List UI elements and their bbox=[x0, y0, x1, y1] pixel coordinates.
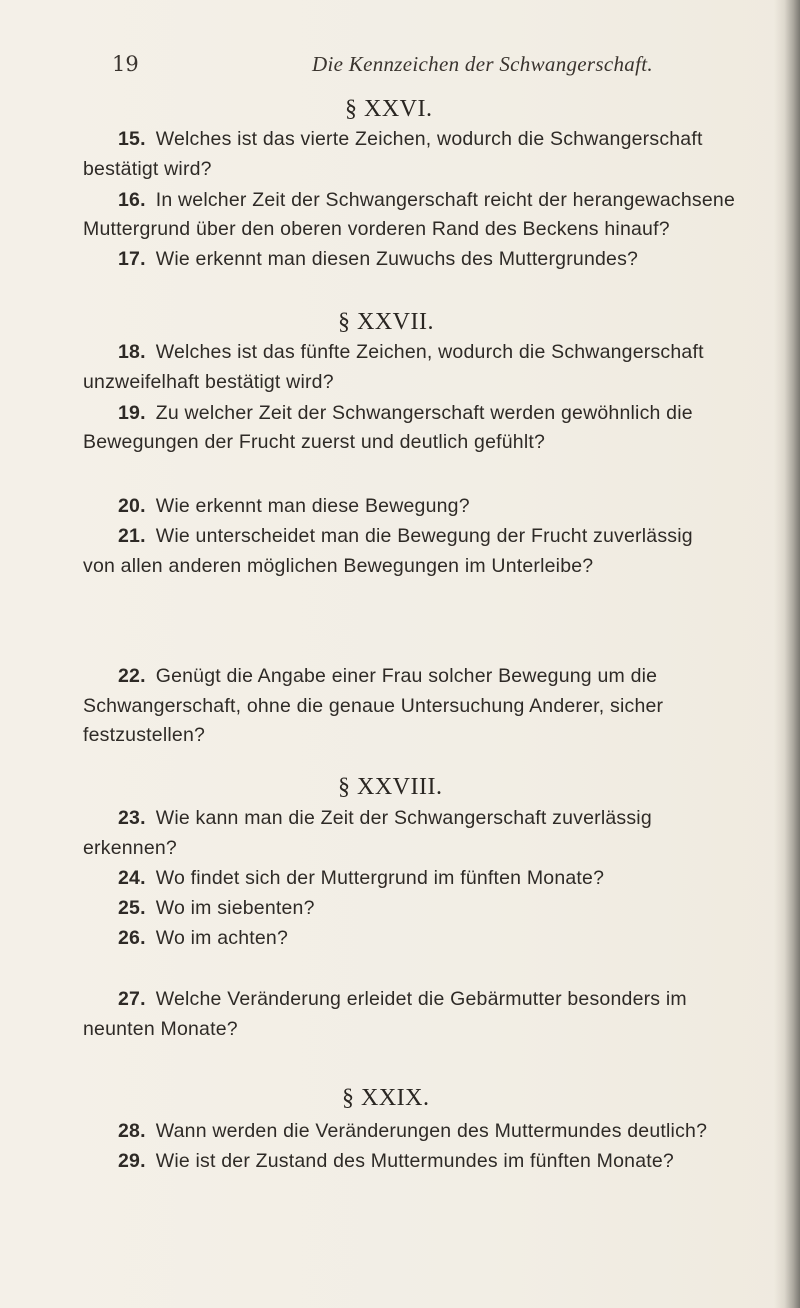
question-number: 24. bbox=[118, 867, 146, 889]
section-heading: § XXVI. bbox=[345, 96, 433, 122]
question-number: 26. bbox=[118, 927, 146, 949]
question-text: Wo im achten? bbox=[155, 927, 289, 949]
question-line bbox=[118, 897, 778, 920]
question-continuation: von allen anderen möglichen Bewegungen im Unterleibe? bbox=[83, 555, 594, 577]
page-number: 19 bbox=[112, 52, 139, 76]
question-line bbox=[118, 1120, 778, 1143]
question-continuation: erkennen? bbox=[83, 837, 177, 859]
question-number: 20. bbox=[118, 495, 146, 517]
question-line bbox=[118, 807, 778, 830]
question-number: 28. bbox=[118, 1120, 146, 1142]
question-line bbox=[118, 988, 778, 1011]
question-line bbox=[118, 1150, 778, 1173]
question-text: Wie ist der Zustand des Muttermundes im fünften Monate? bbox=[155, 1150, 674, 1172]
question-line bbox=[118, 525, 778, 548]
question-continuation: neunten Monate? bbox=[83, 1018, 238, 1040]
question-text: Wie erkennt man diesen Zuwuchs des Muttergrundes? bbox=[155, 248, 639, 270]
question-number: 19. bbox=[118, 402, 146, 424]
section-heading: § XXVIII. bbox=[338, 774, 443, 800]
question-text: Welches ist das vierte Zeichen, wodurch die Schwangerschaft bbox=[155, 128, 703, 150]
question-continuation: bestätigt wird? bbox=[83, 158, 212, 180]
question-text: Welches ist das fünfte Zeichen, wodurch die Schwangerschaft bbox=[155, 341, 704, 363]
page-edge-shadow bbox=[774, 0, 800, 1308]
question-line bbox=[118, 341, 778, 364]
question-text: Wann werden die Veränderungen des Muttermundes deutlich? bbox=[155, 1120, 708, 1142]
question-number: 16. bbox=[118, 189, 146, 211]
question-text: Wie kann man die Zeit der Schwangerschaft zuverlässig bbox=[155, 807, 652, 829]
question-number: 15. bbox=[118, 128, 146, 150]
question-number: 21. bbox=[118, 525, 146, 547]
question-line bbox=[118, 665, 778, 688]
page-header bbox=[112, 52, 772, 82]
running-title: Die Kennzeichen der Schwangerschaft. bbox=[312, 52, 653, 76]
question-text: Welche Veränderung erleidet die Gebärmutter besonders im bbox=[155, 988, 687, 1010]
question-continuation: Muttergrund über den oberen vorderen Rand des Beckens hinauf? bbox=[83, 218, 670, 240]
question-number: 18. bbox=[118, 341, 146, 363]
question-line bbox=[118, 248, 778, 271]
section-heading: § XXIX. bbox=[342, 1085, 430, 1111]
question-text: Wo findet sich der Muttergrund im fünften Monate? bbox=[155, 867, 605, 889]
section-heading: § XXVII. bbox=[338, 309, 434, 335]
question-text: Zu welcher Zeit der Schwangerschaft werden gewöhnlich die bbox=[155, 402, 693, 424]
question-text: Wie unterscheidet man die Bewegung der Frucht zuverlässig bbox=[155, 525, 693, 547]
question-line bbox=[118, 927, 778, 950]
question-text: In welcher Zeit der Schwangerschaft reicht der herangewachsene bbox=[155, 189, 736, 211]
question-line bbox=[118, 189, 778, 212]
question-continuation: Schwangerschaft, ohne die genaue Untersuchung Anderer, sicher bbox=[83, 695, 664, 717]
question-number: 17. bbox=[118, 248, 146, 270]
question-continuation: unzweifelhaft bestätigt wird? bbox=[83, 371, 334, 393]
question-text: Wie erkennt man diese Bewegung? bbox=[155, 495, 470, 517]
question-text: Genügt die Angabe einer Frau solcher Bewegung um die bbox=[155, 665, 658, 687]
question-number: 29. bbox=[118, 1150, 146, 1172]
question-continuation: Bewegungen der Frucht zuerst und deutlich gefühlt? bbox=[83, 431, 546, 453]
question-number: 22. bbox=[118, 665, 146, 687]
question-number: 25. bbox=[118, 897, 146, 919]
question-text: Wo im siebenten? bbox=[155, 897, 315, 919]
question-line bbox=[118, 867, 778, 890]
question-line bbox=[118, 495, 778, 518]
question-line bbox=[118, 128, 778, 151]
question-number: 27. bbox=[118, 988, 146, 1010]
question-number: 23. bbox=[118, 807, 146, 829]
question-line bbox=[118, 402, 778, 425]
question-continuation: festzustellen? bbox=[83, 724, 206, 746]
